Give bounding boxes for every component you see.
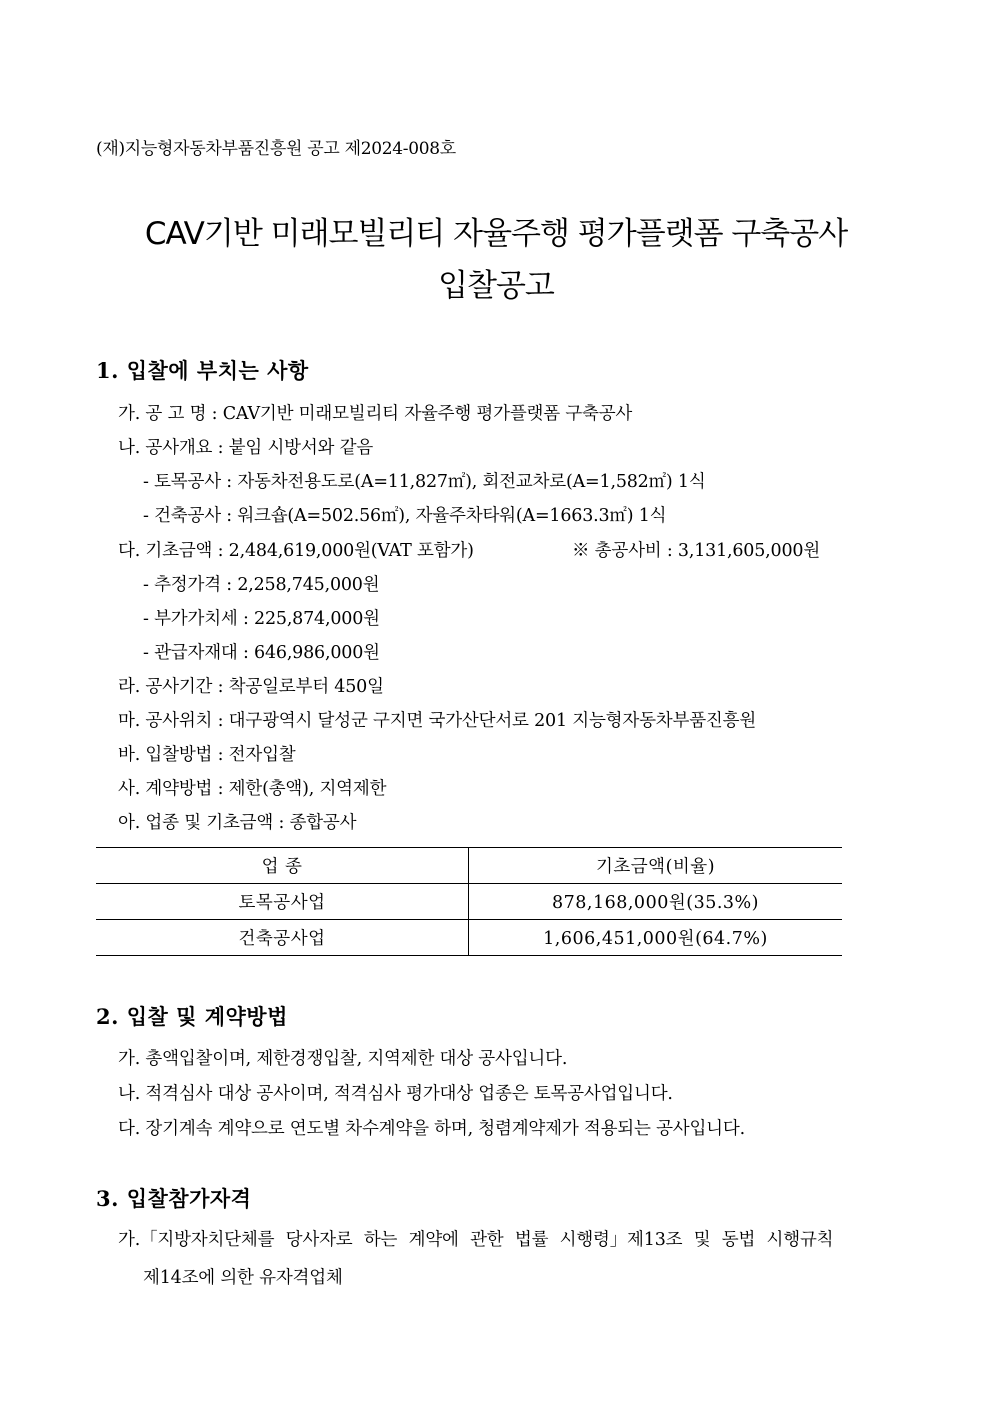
table-cell-amount: 1,606,451,000원(64.7%)	[469, 920, 843, 956]
section1-total-cost-note: ※ 총공사비 : 3,131,605,000원	[572, 541, 821, 561]
section1-item-na-building: - 건축공사 : 워크숍(A=502.56㎡), 자율주차타워(A=1663.3㎡) 1식	[143, 506, 667, 526]
section1-heading: 1. 입찰에 부치는 사항	[96, 358, 309, 383]
section2-item-da: 다. 장기계속 계약으로 연도별 차수계약을 하며, 청렴계약제가 적용되는 공사입니다.	[118, 1119, 745, 1139]
base-amount-table	[96, 847, 842, 956]
section1-item-da: 다. 기초금액 : 2,484,619,000원(VAT 포함가)	[118, 541, 474, 561]
section3-item-ga-line2: 제14조에 의한 유자격업체	[143, 1268, 343, 1288]
document-title-sub: 입찰공고	[438, 268, 554, 304]
section1-item-ra: 라. 공사기간 : 착공일로부터 450일	[118, 677, 384, 697]
notice-number: (재)지능형자동차부품진흥원 공고 제2024-008호	[96, 139, 456, 159]
table-cell-industry: 건축공사업	[96, 920, 469, 956]
section1-item-ba: 바. 입찰방법 : 전자입찰	[118, 745, 296, 765]
section1-item-a: 아. 업종 및 기초금액 : 종합공사	[118, 813, 357, 833]
table-row	[96, 884, 842, 920]
section1-item-ga: 가. 공 고 명 : CAV기반 미래모빌리티 자율주행 평가플랫폼 구축공사	[118, 404, 633, 424]
section1-item-da-estimate: - 추정가격 : 2,258,745,000원	[143, 575, 380, 595]
table-cell-amount: 878,168,000원(35.3%)	[469, 884, 843, 920]
document-title: CAV기반 미래모빌리티 자율주행 평가플랫폼 구축공사	[144, 216, 848, 252]
section2-item-ga: 가. 총액입찰이며, 제한경쟁입찰, 지역제한 대상 공사입니다.	[118, 1049, 568, 1069]
section1-item-ma: 마. 공사위치 : 대구광역시 달성군 구지면 국가산단서로 201 지능형자동차부품진흥원	[118, 711, 757, 731]
section1-item-da-vat: - 부가가치세 : 225,874,000원	[143, 609, 380, 629]
table-header-industry: 업 종	[96, 848, 469, 884]
section1-item-da-supply: - 관급자재대 : 646,986,000원	[143, 643, 380, 663]
section2-item-na: 나. 적격심사 대상 공사이며, 적격심사 평가대상 업종은 토목공사업입니다.	[118, 1084, 673, 1104]
table-cell-industry: 토목공사업	[96, 884, 469, 920]
section3-item-ga-line1: 가.「지방자치단체를 당사자로 하는 계약에 관한 법률 시행령」제13조 및 동법 시행규칙	[118, 1230, 834, 1250]
section1-item-sa: 사. 계약방법 : 제한(총액), 지역제한	[118, 779, 387, 799]
section3-heading: 3. 입찰참가자격	[96, 1186, 252, 1211]
table-header-row	[96, 848, 842, 884]
section1-item-na: 나. 공사개요 : 붙임 시방서와 같음	[118, 438, 374, 458]
table-row	[96, 920, 842, 956]
section2-heading: 2. 입찰 및 계약방법	[96, 1004, 288, 1029]
section1-item-na-civil: - 토목공사 : 자동차전용도로(A=11,827㎡), 회전교차로(A=1,582㎡) 1식	[143, 472, 706, 492]
table-header-amount: 기초금액(비율)	[469, 848, 843, 884]
